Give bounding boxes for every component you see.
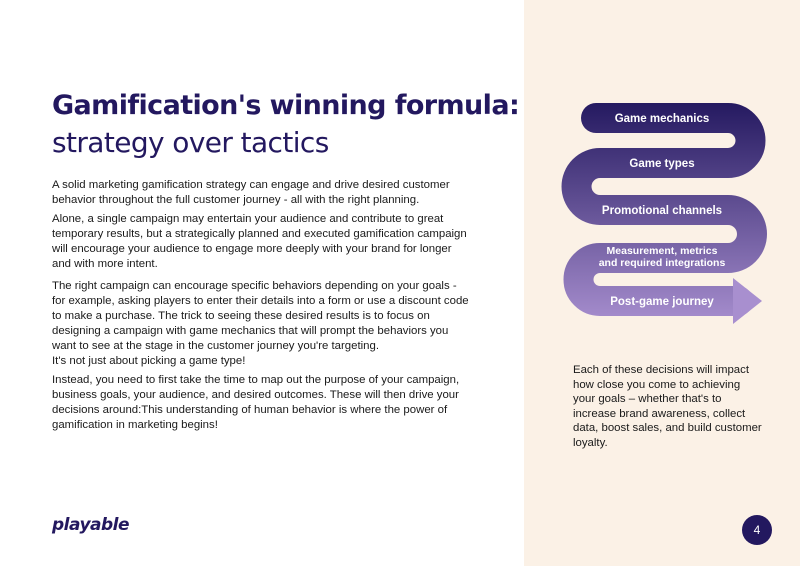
paragraph-intro: A solid marketing gamification strategy can engage and drive desired customer behavior throughout the full customer journey - all with the right planning. xyxy=(52,179,450,206)
step-promotional-channels: Promotional channels xyxy=(601,205,723,217)
step-game-mechanics: Game mechanics xyxy=(614,113,710,125)
journey-arrow-head xyxy=(733,278,762,324)
page-number-badge: 4 xyxy=(742,515,772,545)
playable-logo: playable xyxy=(52,515,130,535)
step-measurement-line2: and required integrations xyxy=(598,257,726,269)
paragraph-game-type-note: It's not just about picking a game type! xyxy=(52,355,246,367)
step-post-game-journey: Post-game journey xyxy=(610,296,714,308)
page-title: Gamification's winning formula: xyxy=(52,90,520,121)
page-subtitle: strategy over tactics xyxy=(52,126,329,159)
decisions-impact-text: Each of these decisions will impact how close you come to achieving your goals – whether that's to increase brand awareness, collect data, boost sales, and build customer loyalty. xyxy=(573,364,762,449)
paragraph-behaviors-text: The right campaign can encourage specific behaviors depending on your goals - for example, asking players to enter their details into a form or use a discount code to make a purchase. The trick to seeing these desired results is to focus on designing a campaign with game mechanics that will prompt the behaviors you want to see at the stage in the customer journey you're targeting. xyxy=(52,280,469,352)
step-game-types: Game types xyxy=(629,158,695,170)
paragraph-campaign: Alone, a single campaign may entertain your audience and contribute to great temporary results, but a strategically planned and executed gamification campaign will encourage your audience to engage more deeply with your brand for longer and with more intent. xyxy=(52,213,467,270)
paragraph-planning: Instead, you need to first take the time to map out the purpose of your campaign, business goals, your audience, and desired outcomes. These will then drive your decisions around:This understanding of human behavior is where the power of gamification in marketing begins! xyxy=(52,374,460,431)
step-measurement-line1: Measurement, metrics xyxy=(606,245,718,257)
